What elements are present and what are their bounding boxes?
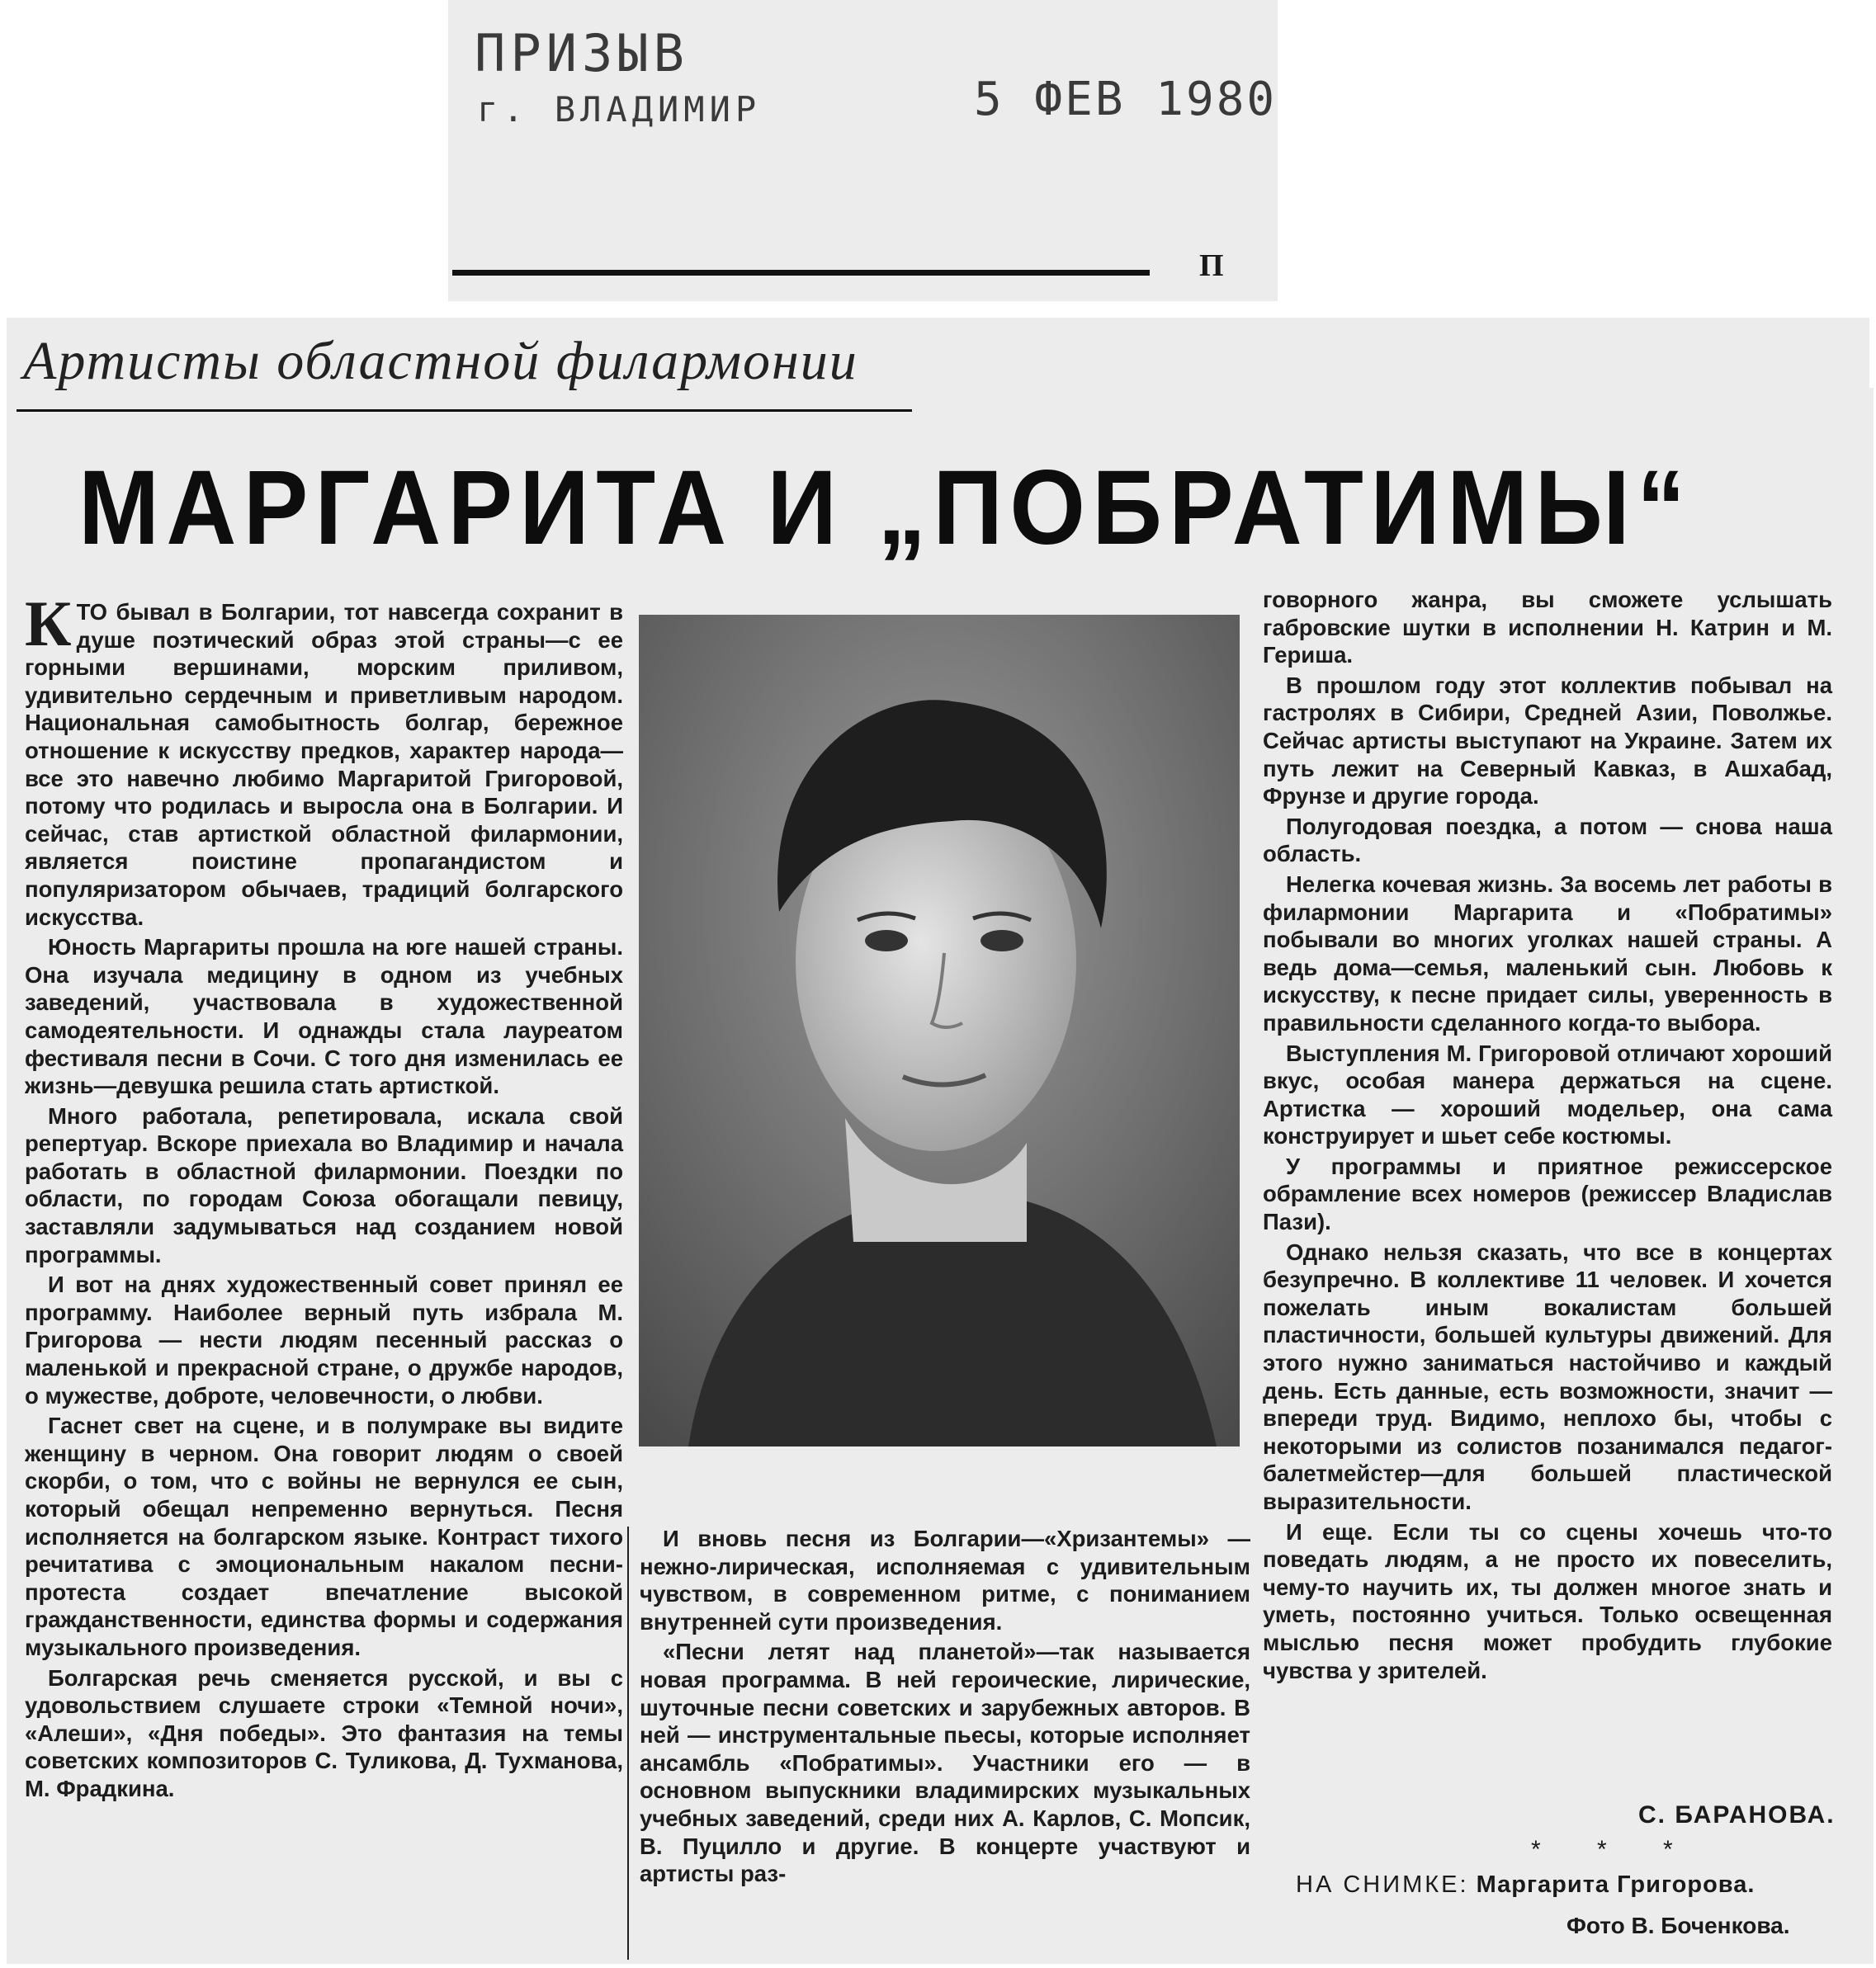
- header-rule: [452, 270, 1150, 276]
- portrait-photo: [639, 615, 1240, 1447]
- page-mark: П: [1199, 248, 1224, 283]
- stamp-date: 5 ФЕВ 1980: [974, 73, 1278, 126]
- article-column-3: [1263, 586, 1832, 1687]
- paragraph: Выступления М. Григоровой отличают хороший вкус, особая манера держаться на сцене. Артистка — хороший модельер, она сама конструирует и шьет себе костюмы.: [1263, 1040, 1832, 1149]
- caption-label: НА СНИМКЕ:: [1296, 1871, 1469, 1898]
- paragraph: Нелегка кочевая жизнь. За восемь лет работы в филармонии Маргарита и «Побратимы» побывали во многих уголках нашей страны. А ведь дома—семья, маленький сын. Любовь к искусству, к песне придает силы, уверенность в правильности сделанного когда-то выбора.: [1263, 871, 1832, 1036]
- caption-text: Маргарита Григорова.: [1476, 1871, 1756, 1898]
- portrait-image: [639, 615, 1240, 1447]
- stamp-city: г. ВЛАДИМИР: [477, 89, 762, 130]
- paragraph-text: ТО бывал в Болгарии, тот навсегда сохранит в душе поэтический образ этой страны—с ее горными вершинами, морским приливом, удивительно сердечным и приветливым народом. Национальная самобытность болгар, бережное отношение к искусству предков, характер народа—все это навечно любимо Маргаритой Григоровой, потому что родилась и выросла она в Болгарии. И сейчас, став артисткой областной филармонии, является поистине пропагандистом и популяризатором обычаев, традиций болгарского искусства.: [25, 599, 623, 930]
- paragraph: Юность Маргариты прошла на юге нашей страны. Она изучала медицину в одном из учебных заведений, участвовала в художественной самодеятельности. И однажды стала лауреатом фестиваля песни в Сочи. С того дня изменилась ее жизнь—девушка решила стать артисткой.: [25, 934, 623, 1099]
- photo-caption: [1296, 1871, 1755, 1899]
- paragraph: Болгарская речь сменяется русской, и вы с удовольствием слушаете строки «Темной ночи», «Алеши», «Дня победы». Это фантазия на темы советских композиторов С. Туликова, Д. Тухманова, М. Фрадкина.: [25, 1664, 623, 1801]
- paragraph: «Песни летят над планетой»—так называется новая программа. В ней героические, лирические, шуточные песни советских и зарубежных авторов. В ней — инструментальные пьесы, которые исполняет ансамбль «Побратимы». Участники его — в основном выпускники владимирских музыкальных учебных заведений, среди них А. Карлов, С. Мопсик, В. Пуцилло и другие. В концерте участвуют и артисты раз-: [640, 1639, 1250, 1887]
- article-column-2: [640, 1525, 1250, 1890]
- stamp-paper-name: ПРИЗЫВ: [475, 23, 689, 83]
- photo-credit: Фото В. Боченкова.: [1566, 1913, 1790, 1938]
- paragraph: говорного жанра, вы сможете услышать габровские шутки в исполнении Н. Катрин и М. Гериша.: [1263, 587, 1832, 668]
- paragraph: И вот на днях художественный совет принял ее программу. Наиболее верный путь избрала М. Григорова — нести людям песенный рассказ о маленькой и прекрасной стране, о дружбе народов, о мужестве, доброте, человечности, о любви.: [25, 1272, 623, 1409]
- paragraph: Гаснет свет на сцене, и в полумраке вы видите женщину в черном. Она говорит людям о своей скорби, о том, что с войны не вернулся ее сын, который обещал непременно вернуться. Песня исполняется на болгарском языке. Контраст тихого речитатива с эмоциональным накалом песни-протеста создает впечатление высокой гражданственности, единства формы и содержания музыкального произведения.: [25, 1413, 623, 1660]
- rubric-underline: [17, 409, 912, 412]
- article-column-1: [25, 588, 623, 1805]
- paragraph: В прошлом году этот коллектив побывал на гастролях в Сибири, Средней Азии, Поволжье. Сейчас артисты выступают на Украине. Затем их путь лежит на Северный Кавказ, в Ашхабад, Фрунзе и другие города.: [1263, 672, 1832, 809]
- paragraph: И еще. Если ты со сцены хочешь что-то поведать людям, а не просто их повеселить, чему-то научить их, ты должен многое знать и уметь, постоянно учиться. Только освещенная мыслью песня может пробудить глубокие чувства у зрителей.: [1263, 1518, 1832, 1683]
- separator-stars: * * *: [1531, 1836, 1698, 1863]
- column-divider: [627, 1527, 629, 1960]
- paragraph: Много работала, репетировала, искала свой репертуар. Вскоре приехала во Владимир и начала работать в областной филармонии. Поездки по области, по городам Союза обогащали певицу, заставляли задумываться над созданием новой программы.: [25, 1102, 623, 1267]
- paragraph: Полугодовая поездка, а потом — снова наша область.: [1263, 813, 1832, 867]
- paragraph: И вновь песня из Болгарии—«Хризантемы» — нежно-лирическая, исполняемая с удивительным чувством, в современном ритме, с пониманием внутренней сути произведения.: [640, 1526, 1250, 1635]
- paragraph: [25, 588, 623, 931]
- paragraph: У программы и приятное режиссерское обрамление всех номеров (режиссер Владислав Пази).: [1263, 1153, 1832, 1235]
- paragraph: Однако нельзя сказать, что все в концертах безупречно. В коллективе 11 человек. И хочется пожелать иным вокалистам большей пластичности, большей культуры движений. Для этого нужно заниматься настойчиво и каждый день. Есть данные, есть возможности, значит — впереди труд. Видимо, неплохо бы, чтобы с некоторыми из солистов позанимался педагог-балетмейстер—для большей пластической выразительности.: [1263, 1239, 1832, 1514]
- author-signature: С. БАРАНОВА.: [1638, 1801, 1836, 1829]
- headline: МАРГАРИТА И „ПОБРАТИМЫ“: [78, 449, 1693, 567]
- rubric: Артисты областной филармонии: [23, 331, 858, 391]
- drop-cap: К: [25, 588, 72, 659]
